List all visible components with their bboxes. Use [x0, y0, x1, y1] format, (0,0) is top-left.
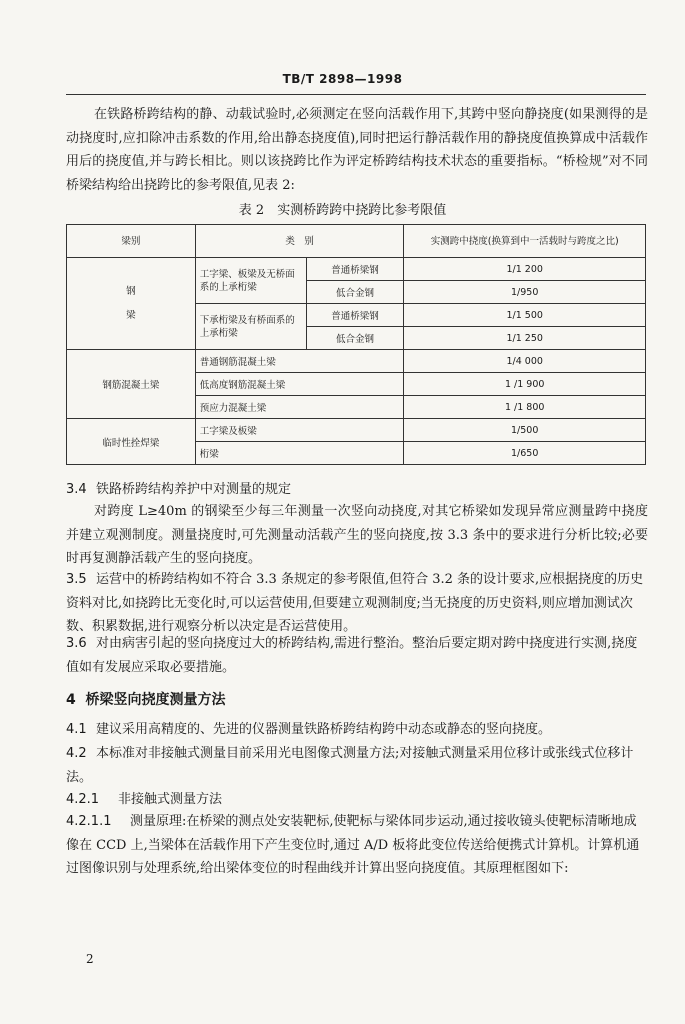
steel-grade-ordinary: 普通桥梁钢: [306, 258, 404, 281]
section-number: 3.6: [66, 636, 87, 651]
section-4-2-1-heading: [66, 788, 648, 812]
header-rule: [66, 94, 646, 95]
limit-value: 1 /1 800: [404, 396, 646, 419]
section-number: 4: [66, 692, 76, 708]
steel-group-1: 工字梁、板梁及无桥面系的上承桁梁: [195, 258, 306, 304]
table-row: [67, 350, 646, 373]
section-body: 运营中的桥跨结构如不符合 3.3 条规定的参考限值,但符合 3.2 条的设计要求,应根据挠度的历史资料对比,如挠跨比无变化时,可以运营使用,但要建立观测制度;当无挠度的历史资料,则应增加测试次数、积累数据,进行观察分析以决定是否运营使用。: [66, 572, 644, 634]
section-title: 铁路桥跨结构养护中对测量的规定: [96, 482, 292, 497]
table-caption: 表 2 实测桥跨跨中挠跨比参考限值: [238, 203, 447, 218]
intro-paragraph: 在铁路桥跨结构的静、动载试验时,必须测定在竖向活载作用下,其跨中竖向静挠度(如果测得的是动挠度时,应扣除冲击系数的作用,给出静态挠度值),同时把运行静活载作用的静挠度值换算成中活载作用后的挠度值,并与跨长相比。则以该挠跨比作为评定桥跨结构技术状态的重要指标。“桥检规”对不同桥梁结构给出挠跨比的参考限值,见表 2:: [66, 107, 648, 193]
section-body: 测量原理:在桥梁的测点处安装靶标,使靶标与梁体同步运动,通过接收镜头使靶标清晰地成像在 CCD 上,当梁体在活载作用下产生变位时,通过 A/D 板将此变位传送给便携式计算机。计算机通过图像识别与处理系统,给出梁体变位的时程曲线并计算出竖向挠度值。其原理框图如下:: [66, 814, 640, 876]
section-body: 对由病害引起的竖向挠度过大的桥跨结构,需进行整治。整治后要定期对跨中挠度进行实测,挠度值如有发展应采取必要措施。: [66, 636, 638, 675]
steel-grade-low-alloy: 低合金钢: [306, 281, 404, 304]
limit-value: 1/1 500: [404, 304, 646, 327]
section-3-6: [66, 632, 648, 679]
page-number: 2: [86, 952, 94, 966]
rc-category: 低高度钢筋混凝土梁: [195, 373, 404, 396]
limit-value: 1 /1 900: [404, 373, 646, 396]
section-title: 非接触式测量方法: [118, 792, 223, 807]
section-body: 建议采用高精度的、先进的仪器测量铁路桥跨结构跨中动态或静态的竖向挠度。: [96, 722, 552, 737]
section-4-2: [66, 742, 648, 789]
header-beam-type: 梁别: [67, 225, 196, 258]
limit-value: 1/950: [404, 281, 646, 304]
rc-category: 普通钢筋混凝土梁: [195, 350, 404, 373]
section-3-4-heading: [66, 478, 648, 502]
section-number: 3.4: [66, 482, 87, 497]
section-3-4-body: 对跨度 L≥40m 的钢梁至少每三年测量一次竖向动挠度,对其它桥梁如发现异常应测量跨中挠度并建立观测制度。测量挠度时,可先测量动活载产生的竖向挠度,按 3.3 条中的要求进行分析比较;必要时再复测静活载产生的竖向挠度。: [66, 504, 648, 566]
standard-code-header: TB/T 2898—1998: [282, 72, 403, 86]
section-4-2-1-1: [66, 810, 648, 881]
section-number: 4.2: [66, 746, 87, 761]
steel-group-2: 下承桁梁及有桥面系的上承桁梁: [195, 304, 306, 350]
table-row: [67, 258, 646, 281]
section-number: 4.2.1.1: [66, 814, 112, 829]
table-header-row: [67, 225, 646, 258]
section-number: 4.1: [66, 722, 87, 737]
steel-label-1: 钢: [126, 285, 136, 297]
section-body: 本标准对非接触式测量目前采用光电图像式测量方法;对接触式测量采用位移计或张线式位移计法。: [66, 746, 634, 785]
deflection-limit-table: [66, 224, 646, 465]
section-number: 4.2.1: [66, 792, 100, 807]
temp-category: 工字梁及板梁: [195, 419, 404, 442]
section-4-heading: [66, 689, 226, 709]
limit-value: 1/4 000: [404, 350, 646, 373]
rc-category: 预应力混凝土梁: [195, 396, 404, 419]
section-title: 桥梁竖向挠度测量方法: [85, 692, 226, 708]
section-3-5: [66, 568, 648, 639]
limit-value: 1/500: [404, 419, 646, 442]
section-4-1: [66, 718, 648, 742]
section-number: 3.5: [66, 572, 87, 587]
rc-beam-cell: 钢筋混凝土梁: [67, 350, 196, 419]
steel-grade-low-alloy: 低合金钢: [306, 327, 404, 350]
temp-beam-cell: 临时性拴焊梁: [67, 419, 196, 465]
limit-value: 1/650: [404, 442, 646, 465]
steel-label-2: 梁: [126, 309, 136, 321]
temp-category: 桁梁: [195, 442, 404, 465]
steel-beam-cell: [67, 258, 196, 350]
steel-grade-ordinary: 普通桥梁钢: [306, 304, 404, 327]
header-limit: 实测跨中挠度(换算到中一活载时与跨度之比): [404, 225, 646, 258]
limit-value: 1/1 200: [404, 258, 646, 281]
table-row: [67, 419, 646, 442]
header-category: 类 别: [195, 225, 404, 258]
limit-value: 1/1 250: [404, 327, 646, 350]
